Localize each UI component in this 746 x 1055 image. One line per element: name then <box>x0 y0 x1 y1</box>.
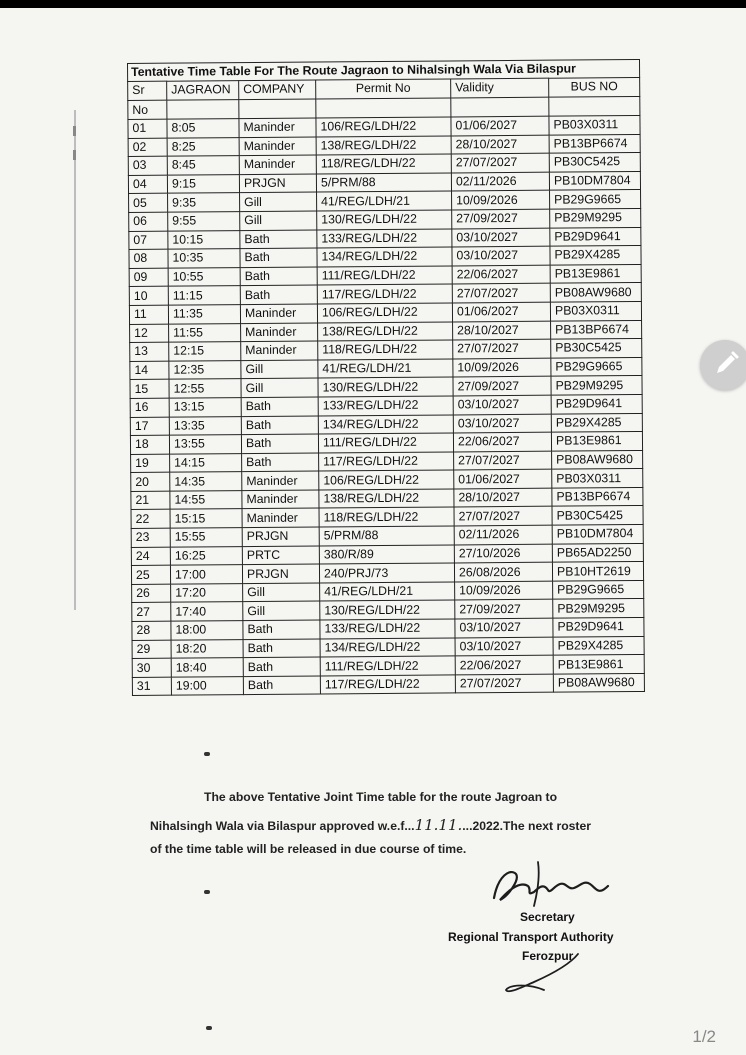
cell-validity: 28/10/2027 <box>454 488 552 507</box>
cell-time: 17:00 <box>170 565 242 584</box>
cell-time: 8:45 <box>167 156 239 175</box>
cell-company: Bath <box>240 285 317 304</box>
cell-time: 11:35 <box>168 305 240 324</box>
cell-permit: 5/PRM/88 <box>316 173 451 193</box>
cell-time: 14:55 <box>170 490 242 509</box>
scan-speck <box>204 890 210 894</box>
cell-sr: 21 <box>131 491 170 510</box>
signatory-place: Ferozpur <box>522 949 574 963</box>
timetable <box>127 59 645 696</box>
cell-permit: 240/PRJ/73 <box>319 563 454 583</box>
cell-validity: 28/10/2027 <box>453 321 551 340</box>
cell-validity: 01/06/2027 <box>452 302 550 321</box>
cell-time: 9:35 <box>168 193 240 212</box>
cell-company: Bath <box>243 657 320 676</box>
cell-bus: PB29D9641 <box>551 394 642 413</box>
signatory-designation: Secretary <box>520 910 575 924</box>
col-header-bus: BUS NO <box>549 77 640 97</box>
cell-company: Maninder <box>242 508 319 527</box>
handwritten-date: 11.11. <box>414 816 463 834</box>
cell-bus: PB29M9295 <box>550 208 641 227</box>
cell-permit: 41/REG/LDH/21 <box>317 191 452 211</box>
cell-time: 13:55 <box>169 435 241 454</box>
cell-sr: 30 <box>132 658 171 677</box>
cell-permit: 118/REG/LDH/22 <box>319 507 454 527</box>
cell-permit: 118/REG/LDH/22 <box>316 154 451 174</box>
cell-sr: 03 <box>128 156 167 175</box>
cell-sr: 16 <box>130 398 169 417</box>
cell-time: 10:35 <box>168 249 240 268</box>
cell-validity: 02/11/2026 <box>451 172 549 191</box>
cell-permit: 118/REG/LDH/22 <box>318 340 453 360</box>
approval-note-line-2: Nihalsingh Wala via Bilaspur approved w.e.f...11.11....2022.The next roster <box>150 816 591 834</box>
cell-company: Bath <box>243 676 320 695</box>
scan-speck <box>206 1026 212 1030</box>
signature-flourish-icon <box>500 950 590 1000</box>
cell-time: 16:25 <box>170 546 242 565</box>
cell-validity: 27/07/2027 <box>454 451 552 470</box>
cell-validity: 03/10/2027 <box>453 395 551 414</box>
cell-company: Maninder <box>239 137 316 156</box>
cell-permit: 111/REG/LDH/22 <box>317 266 452 286</box>
cell-permit: 41/REG/LDH/21 <box>318 359 453 379</box>
cell-sr: 11 <box>129 305 168 324</box>
cell-bus: PB65AD2250 <box>552 543 643 562</box>
cell-time: 12:55 <box>169 379 241 398</box>
cell-validity: 27/09/2027 <box>452 209 550 228</box>
binder-mark <box>73 150 76 160</box>
cell-sr: 04 <box>128 175 167 194</box>
cell-sr: 06 <box>129 212 168 231</box>
top-status-bar <box>0 0 746 8</box>
cell-bus: PB10DM7804 <box>552 525 643 544</box>
cell-sr: 29 <box>132 640 171 659</box>
cell-time: 12:35 <box>169 360 241 379</box>
col-header-company: COMPANY <box>239 80 316 100</box>
cell-time: 19:00 <box>171 676 243 695</box>
cell-permit: 111/REG/LDH/22 <box>320 656 455 676</box>
cell-company: Bath <box>240 267 317 286</box>
cell-validity: 26/08/2026 <box>454 562 552 581</box>
cell-validity: 27/09/2027 <box>453 376 551 395</box>
cell-company: Maninder <box>240 304 317 323</box>
cell-time: 8:25 <box>167 137 239 156</box>
cell-validity: 27/07/2027 <box>451 153 549 172</box>
table-row <box>132 673 644 696</box>
cell-validity: 27/07/2027 <box>454 507 552 526</box>
cell-bus: PB29D9641 <box>553 617 644 636</box>
cell-time: 11:55 <box>169 323 241 342</box>
cell-validity: 10/09/2026 <box>455 581 553 600</box>
cell-sr: 31 <box>132 677 171 696</box>
cell-sr: 14 <box>130 361 169 380</box>
cell-bus: PB30C5425 <box>551 339 642 358</box>
signatory-office: Regional Transport Authority <box>448 930 614 944</box>
cell-sr: 24 <box>131 547 170 566</box>
cell-validity: 02/11/2026 <box>454 525 552 544</box>
cell-sr: 02 <box>128 138 167 157</box>
approval-note-line-1: The above Tentative Joint Time table for the route Jagroan to <box>204 790 558 804</box>
cell-bus: PB13E9861 <box>550 264 641 283</box>
col-header-sr: Sr <box>128 81 167 100</box>
cell-bus: PB29X4285 <box>550 246 641 265</box>
cell-company: Gill <box>241 360 318 379</box>
cell-company: Bath <box>241 416 318 435</box>
cell-bus: PB10HT2619 <box>552 562 643 581</box>
cell-time: 9:15 <box>167 174 239 193</box>
cell-company: Bath <box>243 639 320 658</box>
edit-button[interactable] <box>700 340 746 390</box>
cell-permit: 133/REG/LDH/22 <box>318 396 453 416</box>
cell-bus: PB08AW9680 <box>550 283 641 302</box>
cell-permit: 130/REG/LDH/22 <box>318 377 453 397</box>
cell-company: Bath <box>240 230 317 249</box>
cell-company: Gill <box>243 583 320 602</box>
cell-time: 15:15 <box>170 509 242 528</box>
cell-sr: 09 <box>129 268 168 287</box>
cell-bus: PB30C5425 <box>549 153 640 172</box>
cell-sr: 07 <box>129 231 168 250</box>
cell-company: Gill <box>241 378 318 397</box>
cell-validity: 27/07/2027 <box>452 284 550 303</box>
cell-sr: 13 <box>130 342 169 361</box>
cell-company: Bath <box>242 453 319 472</box>
cell-bus: PB29D9641 <box>550 227 641 246</box>
cell-validity: 10/09/2026 <box>453 358 551 377</box>
scan-speck <box>204 752 210 756</box>
timetable-title: Tentative Time Table For The Route Jagraon to Nihalsingh Wala Via Bilaspur <box>128 59 640 81</box>
cell-bus: PB29X4285 <box>553 636 644 655</box>
cell-validity: 28/10/2027 <box>451 135 549 154</box>
cell-bus: PB03X0311 <box>549 115 640 134</box>
cell-company: Maninder <box>239 155 316 174</box>
cell-validity: 22/06/2027 <box>452 265 550 284</box>
cell-validity: 03/10/2027 <box>455 618 553 637</box>
cell-company: Gill <box>240 211 317 230</box>
cell-sr: 18 <box>130 435 169 454</box>
cell-sr: 23 <box>131 528 170 547</box>
pencil-icon <box>700 340 746 390</box>
cell-permit: 106/REG/LDH/22 <box>319 470 454 490</box>
cell-bus: PB29G9665 <box>553 580 644 599</box>
cell-time: 18:20 <box>171 639 243 658</box>
cell-bus: PB03X0311 <box>550 301 641 320</box>
cell-permit: 133/REG/LDH/22 <box>320 619 455 639</box>
cell-time: 18:00 <box>171 621 243 640</box>
cell-permit: 130/REG/LDH/22 <box>317 210 452 230</box>
cell-time: 8:05 <box>167 119 239 138</box>
cell-time: 18:40 <box>171 658 243 677</box>
cell-sr: 05 <box>129 194 168 213</box>
cell-sr: 19 <box>131 454 170 473</box>
cell-permit: 41/REG/LDH/21 <box>320 582 455 602</box>
cell-time: 9:55 <box>168 212 240 231</box>
timetable-sheet <box>127 59 644 696</box>
cell-sr: 22 <box>131 510 170 529</box>
cell-company: PRJGN <box>242 564 319 583</box>
cell-validity: 01/06/2027 <box>454 469 552 488</box>
cell-company: Bath <box>240 248 317 267</box>
cell-time: 12:15 <box>169 342 241 361</box>
cell-company: PRJGN <box>242 527 319 546</box>
cell-company: Bath <box>241 434 318 453</box>
cell-permit: 111/REG/LDH/22 <box>318 433 453 453</box>
cell-validity: 27/07/2027 <box>455 674 553 693</box>
col-header-jagraon: JAGRAON <box>167 81 239 101</box>
cell-permit: 380/R/89 <box>319 545 454 565</box>
cell-sr: 25 <box>131 565 170 584</box>
cell-bus: PB13BP6674 <box>552 487 643 506</box>
cell-company: PRTC <box>242 546 319 565</box>
cell-bus: PB03X0311 <box>552 469 643 488</box>
cell-time: 17:40 <box>171 602 243 621</box>
cell-permit: 138/REG/LDH/22 <box>318 321 453 341</box>
cell-permit: 130/REG/LDH/22 <box>320 600 455 620</box>
col-header-sr-no: No <box>128 100 167 119</box>
cell-sr: 26 <box>132 584 171 603</box>
cell-sr: 27 <box>132 603 171 622</box>
cell-company: Gill <box>240 192 317 211</box>
cell-permit: 138/REG/LDH/22 <box>316 136 451 156</box>
cell-company: Gill <box>243 601 320 620</box>
cell-permit: 134/REG/LDH/22 <box>320 638 455 658</box>
cell-validity: 22/06/2027 <box>453 432 551 451</box>
cell-time: 11:15 <box>168 286 240 305</box>
cell-bus: PB13E9861 <box>551 432 642 451</box>
cell-permit: 117/REG/LDH/22 <box>320 675 455 695</box>
cell-permit: 5/PRM/88 <box>319 526 454 546</box>
cell-bus: PB30C5425 <box>552 506 643 525</box>
cell-company: Maninder <box>241 323 318 342</box>
cell-bus: PB13BP6674 <box>551 320 642 339</box>
cell-permit: 117/REG/LDH/22 <box>317 284 452 304</box>
cell-sr: 01 <box>128 119 167 138</box>
cell-permit: 138/REG/LDH/22 <box>319 489 454 509</box>
cell-sr: 20 <box>131 472 170 491</box>
cell-time: 10:15 <box>168 230 240 249</box>
cell-sr: 28 <box>132 621 171 640</box>
cell-validity: 22/06/2027 <box>455 655 553 674</box>
cell-company: Maninder <box>241 341 318 360</box>
cell-bus: PB13E9861 <box>553 655 644 674</box>
cell-company: Maninder <box>242 490 319 509</box>
cell-company: Maninder <box>242 471 319 490</box>
binder-mark <box>73 126 76 136</box>
cell-validity: 27/09/2027 <box>455 600 553 619</box>
cell-permit: 133/REG/LDH/22 <box>317 229 452 249</box>
cell-sr: 08 <box>129 249 168 268</box>
cell-bus: PB29M9295 <box>553 599 644 618</box>
approval-note-line-3: of the time table will be released in due course of time. <box>150 842 467 856</box>
cell-validity: 10/09/2026 <box>452 191 550 210</box>
cell-permit: 134/REG/LDH/22 <box>318 414 453 434</box>
cell-bus: PB29G9665 <box>551 357 642 376</box>
cell-bus: PB29M9295 <box>551 376 642 395</box>
cell-permit: 117/REG/LDH/22 <box>319 452 454 472</box>
cell-company: Bath <box>243 620 320 639</box>
cell-bus: PB29G9665 <box>550 190 641 209</box>
cell-permit: 106/REG/LDH/22 <box>316 117 451 137</box>
cell-validity: 27/07/2027 <box>453 339 551 358</box>
cell-permit: 106/REG/LDH/22 <box>317 303 452 323</box>
cell-bus: PB10DM7804 <box>549 171 640 190</box>
cell-validity: 03/10/2027 <box>452 228 550 247</box>
cell-time: 15:55 <box>170 528 242 547</box>
cell-time: 13:15 <box>169 398 241 417</box>
cell-sr: 15 <box>130 379 169 398</box>
signature-icon <box>488 856 628 916</box>
cell-time: 13:35 <box>169 416 241 435</box>
page-indicator: 1/2 <box>692 1027 716 1046</box>
cell-bus: PB08AW9680 <box>552 450 643 469</box>
cell-sr: 12 <box>130 324 169 343</box>
cell-validity: 27/10/2026 <box>454 544 552 563</box>
cell-time: 17:20 <box>171 583 243 602</box>
cell-company: Bath <box>241 397 318 416</box>
cell-time: 14:35 <box>170 472 242 491</box>
cell-validity: 03/10/2027 <box>453 414 551 433</box>
col-header-validity: Validity <box>451 78 549 98</box>
cell-validity: 01/06/2027 <box>451 116 549 135</box>
cell-bus: PB08AW9680 <box>553 673 644 692</box>
cell-validity: 03/10/2027 <box>452 246 550 265</box>
cell-validity: 03/10/2027 <box>455 637 553 656</box>
cell-sr: 17 <box>130 417 169 436</box>
cell-bus: PB29X4285 <box>551 413 642 432</box>
binder-edge <box>74 110 76 610</box>
cell-bus: PB13BP6674 <box>549 134 640 153</box>
cell-time: 14:15 <box>170 453 242 472</box>
cell-permit: 134/REG/LDH/22 <box>317 247 452 267</box>
cell-company: Maninder <box>239 118 316 137</box>
cell-sr: 10 <box>129 287 168 306</box>
cell-company: PRJGN <box>239 174 316 193</box>
col-header-permit: Permit No <box>316 79 451 99</box>
cell-time: 10:55 <box>168 267 240 286</box>
